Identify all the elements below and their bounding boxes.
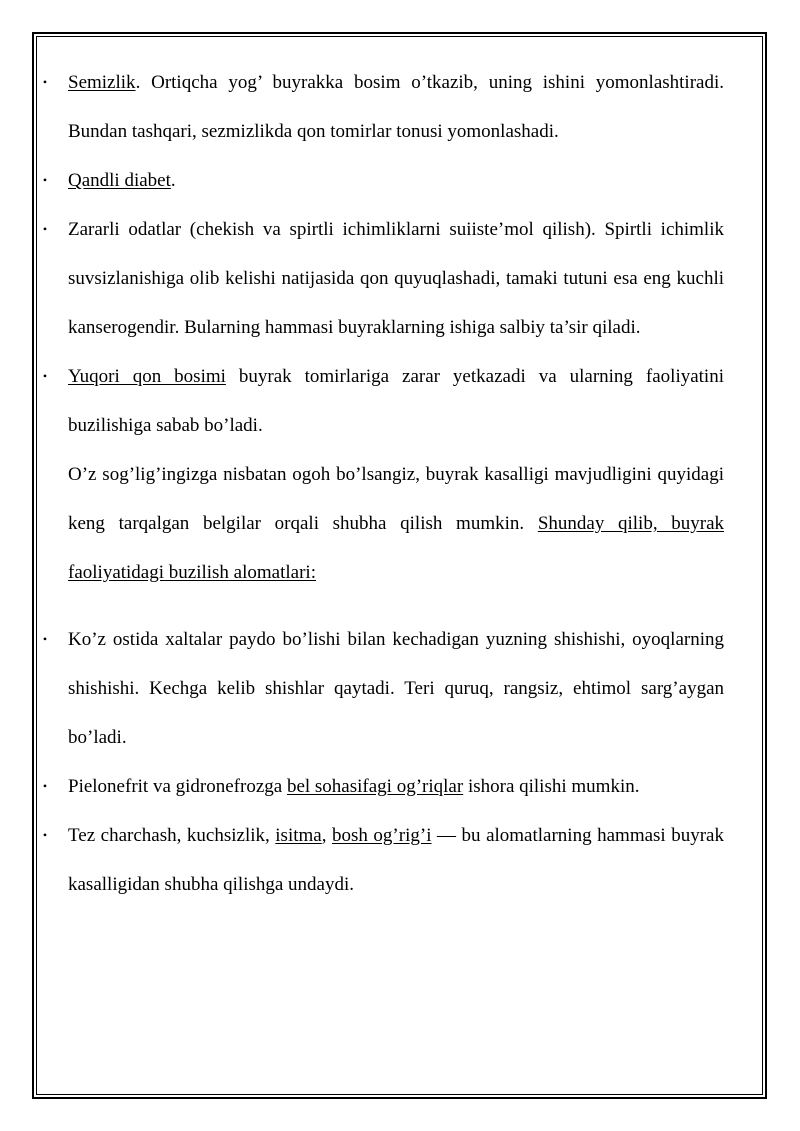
item-text: — bu alomatlarning hammasi buyrak kasalligidan shubha qilishga undaydi.	[68, 825, 724, 895]
spacer	[38, 597, 724, 615]
separator-text: ,	[321, 825, 333, 846]
list-item	[38, 762, 724, 811]
item-text: . Ortiqcha yog’ buyrakka bosim o’tkazib, uning ishini yomonlashtiradi. Bundan tashqari, sezmizlikda qon tomirlar tonusi yomonlashadi.	[68, 72, 724, 142]
list-item	[38, 811, 724, 909]
item-text: buyrak tomirlariga zarar yetkazadi va ularning faoliyatini buzilishiga sabab bo’ladi.	[68, 366, 724, 436]
link-semizlik[interactable]: Semizlik	[68, 72, 136, 93]
item-text: Ko’z ostida xaltalar paydo bo’lishi bilan kechadigan yuzning shishishi, oyoqlarning shishishi. Kechga kelib shishlar qaytadi. Teri quruq, rangsiz, ehtimol sarg’aygan bo’ladi.	[68, 629, 724, 748]
paragraph-text: O’z sog’lig’ingizga nisbatan ogoh bo’lsangiz, buyrak kasalligi mavjudligini quyidagi keng tarqalgan belgilar orqali shubha qilish mumkin.	[68, 464, 724, 534]
bullet-icon: •	[42, 369, 48, 383]
item-text: .	[170, 170, 176, 191]
bullet-icon: •	[42, 828, 48, 842]
bullet-icon: •	[42, 173, 48, 187]
link-bel-ogriqlar[interactable]: bel sohasifagi og’riqlar	[286, 776, 464, 797]
bullet-icon: •	[42, 779, 48, 793]
list-item	[38, 58, 724, 156]
item-text: Zararli odatlar (chekish va spirtli ichimliklarni suiiste’mol qilish). Spirtli ichimlik suvsizlanishiga olib kelishi natijasida qon quyuqlashadi, tamaki tutuni esa eng kuchli kanserogendir. Bularning hammasi buyraklarning ishiga salbiy ta’sir qiladi.	[68, 219, 724, 338]
bullet-icon: •	[42, 222, 48, 236]
list-item	[38, 352, 724, 450]
link-qandli-diabet[interactable]: Qandli diabet	[68, 170, 171, 191]
document-body	[38, 58, 724, 909]
item-text: Pielonefrit va gidronefrozga	[68, 776, 287, 797]
list-item	[38, 156, 724, 205]
link-bosh-ogrigi[interactable]: bosh og’rig’i	[332, 825, 432, 846]
link-symptoms[interactable]: Shunday qilib, buyrak faoliyatidagi buzilish alomatlari:	[68, 513, 724, 583]
item-text: Tez charchash, kuchsizlik,	[68, 825, 276, 846]
list-item	[38, 205, 724, 352]
bullet-icon: •	[42, 632, 48, 646]
item-text: ishora qilishi mumkin.	[463, 776, 640, 797]
intro-paragraph	[38, 450, 724, 597]
link-isitma[interactable]: isitma	[275, 825, 322, 846]
list-item	[38, 615, 724, 762]
bullet-icon: •	[42, 75, 48, 89]
link-yuqori-qon-bosimi[interactable]: Yuqori qon bosimi	[68, 366, 226, 387]
